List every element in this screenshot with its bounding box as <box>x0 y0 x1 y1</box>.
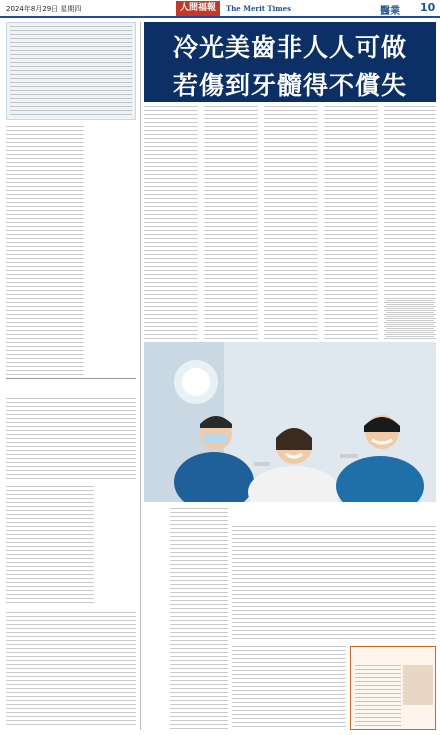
main-article-column <box>144 106 198 340</box>
lower-right-body-continued <box>232 646 346 730</box>
dental-clinic-photo <box>144 342 436 502</box>
main-article-column <box>264 106 318 340</box>
column-separator <box>140 22 141 730</box>
promo-text <box>355 665 401 727</box>
left-column <box>6 22 136 730</box>
main-article-column <box>324 106 378 340</box>
left-divider <box>6 378 136 392</box>
editor-note-text <box>10 26 132 116</box>
main-headline-banner <box>144 22 436 102</box>
left-tertiary-body <box>6 486 94 606</box>
left-tertiary-body-continued <box>6 612 136 726</box>
main-headline-line2: 若傷到牙髓得不償失 <box>172 71 407 100</box>
main-article-column <box>204 106 258 340</box>
promo-photo <box>403 665 433 705</box>
page-number: 10 <box>420 1 436 14</box>
lower-article-body <box>170 508 228 730</box>
main-headline-line1: 冷光美齒非人人可做 <box>172 33 407 62</box>
section-label: 醫業 <box>380 6 400 17</box>
masthead <box>0 0 440 18</box>
photo-caption <box>386 300 434 340</box>
left-article-body <box>6 126 84 376</box>
dental-clinic-illustration <box>144 342 436 502</box>
editor-note-box <box>6 22 136 120</box>
lower-right-body <box>232 526 436 642</box>
promo-box <box>350 646 436 730</box>
issue-date: 2024年8月29日 星期四 <box>6 5 82 13</box>
newspaper-logo: 人間福報 <box>176 1 220 16</box>
left-secondary-body <box>6 398 136 480</box>
newspaper-logo-english: The Merit Times <box>226 4 292 13</box>
